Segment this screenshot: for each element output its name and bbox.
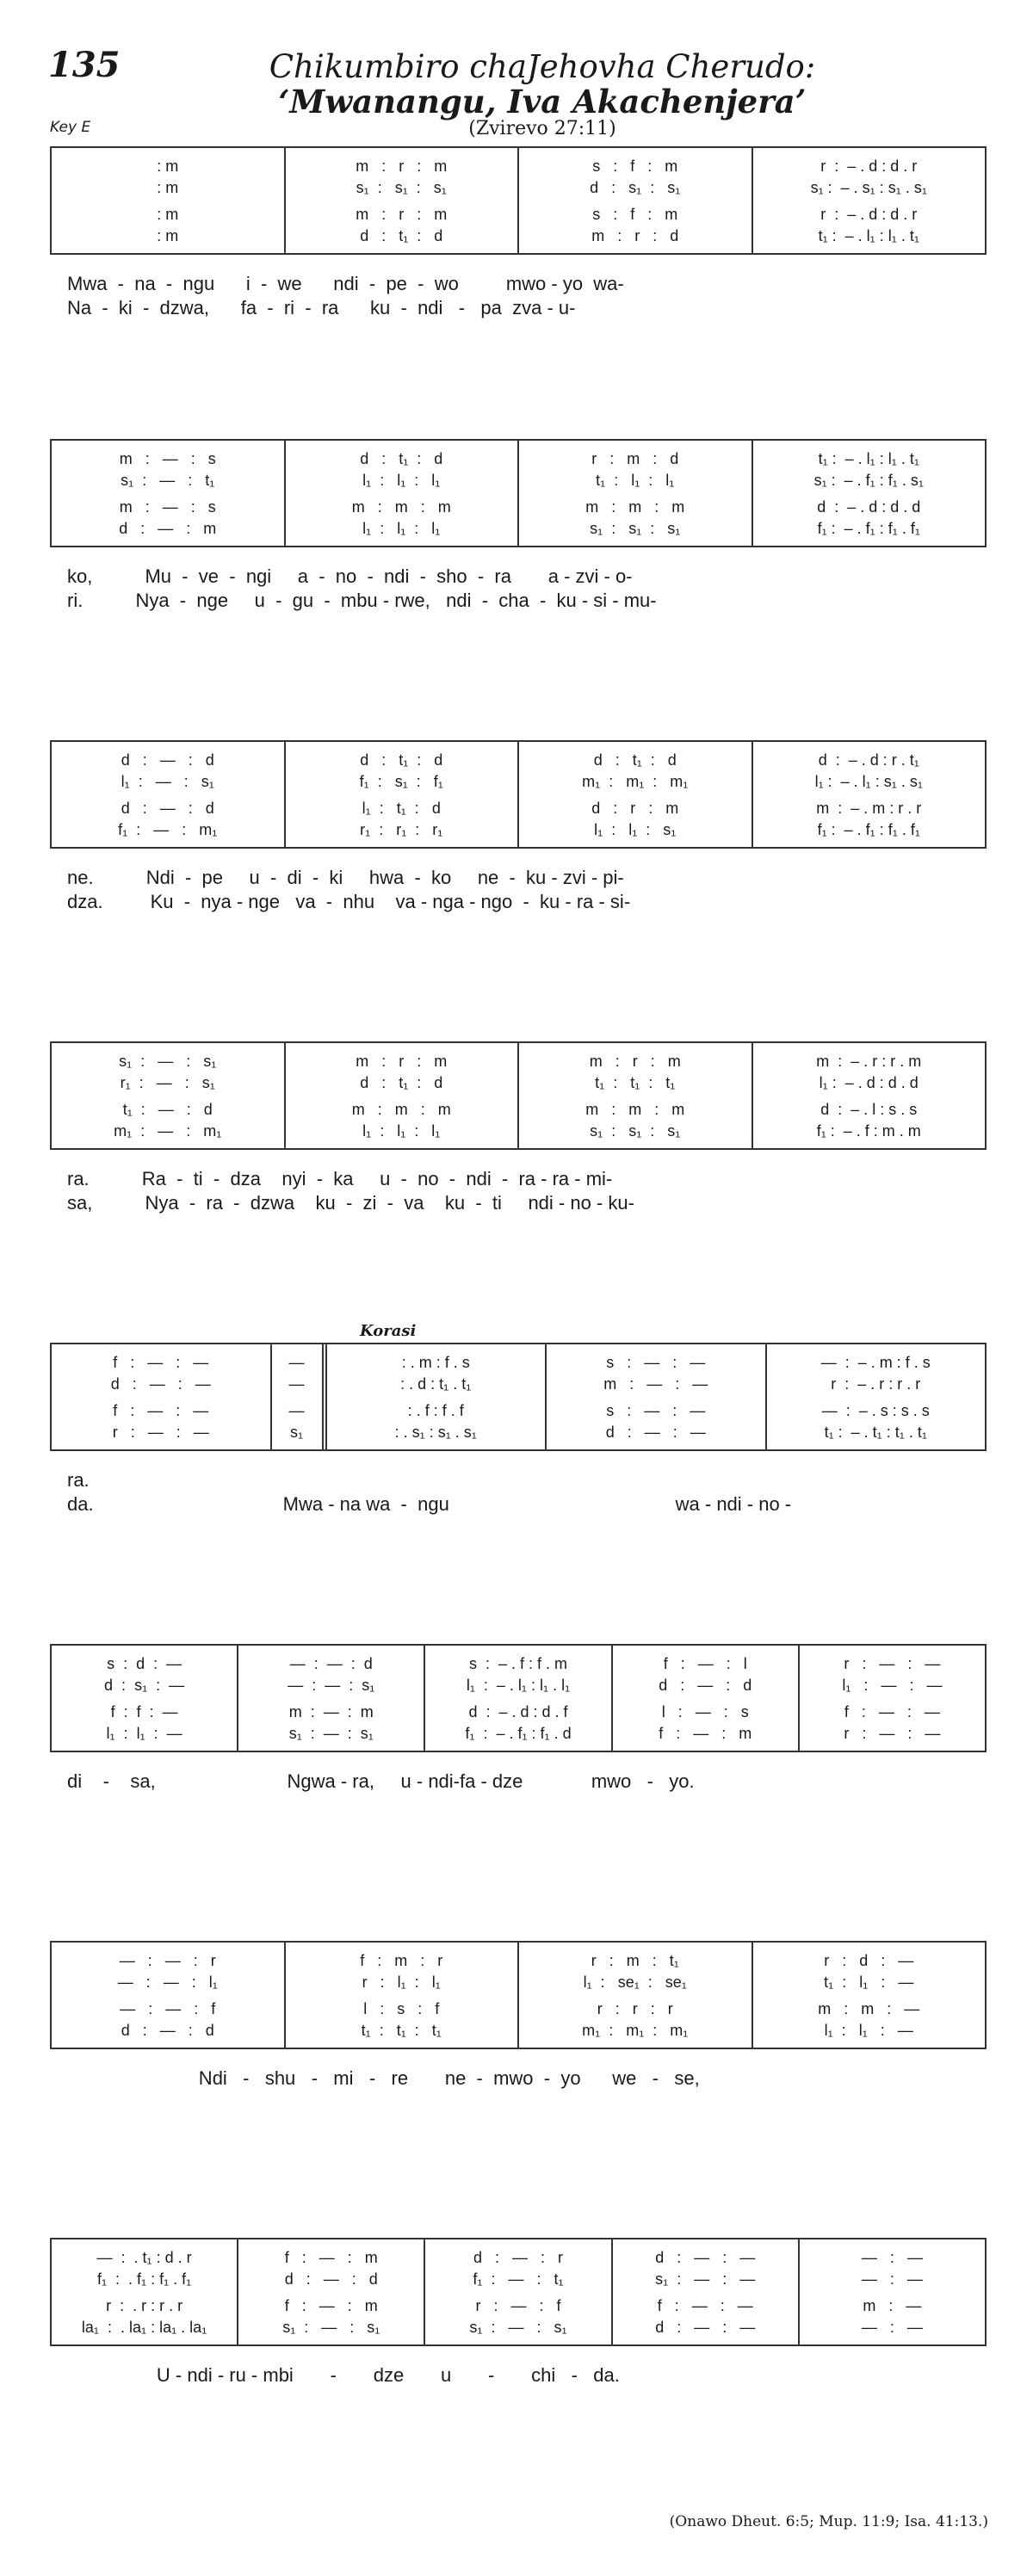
voice-notes: f₁ : — : t₁ (473, 2270, 564, 2288)
voice-notes: m₁ : m₁ : m₁ (582, 2021, 689, 2039)
music-system (50, 1644, 987, 1794)
measure (611, 2239, 798, 2344)
voice-notes: s₁ : s₁ : s₁ (590, 1121, 681, 1140)
voice-notes: — : — (861, 2318, 923, 2336)
music-system (50, 439, 987, 613)
lyric-line: Ndi - shu - mi - re ne - mwo - yo we - se, (67, 2067, 700, 2089)
measure (237, 2239, 424, 2344)
voice-notes: d : — : — (110, 1374, 211, 1393)
voice-notes: f₁ : – . f₁ : f₁ . f₁ (817, 519, 920, 537)
voice-notes: f₁ : – . f₁ : f₁ . f₁ (817, 820, 920, 838)
voice-notes: : . d : t₁ . t₁ (400, 1374, 472, 1393)
voice-notes: s : f : m (592, 157, 678, 175)
voice-notes: r : m : t₁ (591, 1951, 679, 1969)
voice-notes: d : — : d (284, 2270, 378, 2288)
staff-box (50, 146, 987, 255)
measure (270, 1344, 322, 1449)
voice-notes: f₁ : . f₁ : f₁ . f₁ (96, 2270, 192, 2288)
voice-notes: d : — : d (121, 2021, 214, 2039)
measure (284, 441, 518, 546)
voice-notes: d : s₁ : s₁ (590, 178, 681, 196)
measure (517, 742, 752, 847)
voice-notes: r : r : r (597, 1999, 673, 2017)
measure (798, 2239, 985, 2344)
voice-notes: l₁ : l₁ : s₁ (594, 820, 677, 838)
voice-notes: s : — : — (606, 1353, 706, 1371)
lyrics-block (50, 272, 987, 320)
measure (752, 148, 986, 253)
voice-notes: m : — (863, 2296, 922, 2314)
chorus-label: Korasi (360, 1322, 417, 1340)
voice-notes: s : — : — (606, 1401, 706, 1419)
voice-notes: r : l₁ : l₁ (362, 1973, 441, 1991)
lyric-line: ko, Mu - ve - ngi a - no - ndi - sho - ra a - zvi - o- (67, 565, 633, 587)
measure (517, 441, 752, 546)
measure (752, 1943, 986, 2048)
voice-notes: f : — : — (657, 2296, 753, 2314)
voice-notes: l₁ : – . d : d . d (819, 1073, 919, 1091)
voice-notes: d : – . d : r . t₁ (818, 751, 919, 769)
measure (517, 1043, 752, 1148)
voice-notes: l₁ : l₁ : l₁ (362, 471, 441, 489)
voice-notes: l₁ : — : — (842, 1676, 943, 1694)
voice-notes: f : — : — (113, 1401, 209, 1419)
music-system (50, 1343, 987, 1517)
voice-notes: m : r : d (591, 226, 679, 244)
voice-notes: l₁ : l₁ : l₁ (362, 1121, 441, 1140)
voice-notes: d : t₁ : d (360, 226, 443, 244)
voice-notes: — : — : r (119, 1951, 216, 1969)
voice-notes: t₁ : l₁ : — (824, 1973, 914, 1991)
voice-notes: s₁ : — : s₁ (469, 2318, 567, 2336)
staff-box (50, 439, 987, 547)
voice-notes: l₁ : l₁ : l₁ (362, 519, 441, 537)
voice-notes: f : f : — (110, 1702, 178, 1720)
voice-notes: s : – . f : f . m (468, 1654, 568, 1672)
voice-notes: s₁ : — : s₁ (119, 1052, 217, 1070)
measure (424, 1646, 610, 1751)
voice-notes: d : t₁ : d (360, 751, 443, 769)
measure (284, 1943, 518, 2048)
voice-notes: r : – . d : d . r (820, 205, 918, 223)
music-system (50, 2238, 987, 2388)
voice-notes: f : — : m (659, 1724, 752, 1742)
measure (545, 1344, 765, 1449)
staff-box (50, 1343, 987, 1451)
voice-notes: d : – . d : d . d (817, 497, 921, 516)
lyric-line: da. Mwa - na wa - ngu wa - ndi - no - (67, 1493, 792, 1515)
voice-notes: — : — (861, 2248, 923, 2266)
measure (424, 2239, 610, 2344)
lyric-line: ra. (67, 1469, 90, 1491)
voice-notes: s₁ : — : s₁ (288, 1724, 374, 1742)
voice-notes: : . m : f . s (401, 1353, 470, 1371)
voice-notes: f : — : m (284, 2296, 378, 2314)
measure (237, 1646, 424, 1751)
voice-notes: d : t₁ : d (360, 449, 443, 467)
voice-notes: — (288, 1401, 305, 1419)
voice-notes: m₁ : m₁ : m₁ (582, 772, 689, 790)
lyric-line: Na - ki - dzwa, fa - ri - ra ku - ndi - pa zva - u- (67, 297, 576, 318)
voice-notes: r : — : — (112, 1423, 209, 1441)
lyrics-block (50, 1468, 987, 1517)
voice-notes: d : — : d (121, 751, 214, 769)
voice-notes: m : – . r : r . m (816, 1052, 922, 1070)
lyrics-block (50, 565, 987, 613)
music-system (50, 1041, 987, 1215)
voice-notes: s₁ : — : s₁ (282, 2318, 380, 2336)
voice-notes: : . s₁ : s₁ . s₁ (394, 1423, 477, 1441)
staff-box (50, 2238, 987, 2346)
voice-notes: — (288, 1353, 305, 1371)
voice-notes: m : m : — (818, 1999, 920, 2017)
voice-notes: — : — : f (120, 1999, 216, 2017)
measure (52, 2239, 237, 2344)
voice-notes: d : — : — (655, 2248, 756, 2266)
voice-notes: t₁ : – . l₁ : l₁ . t₁ (818, 226, 919, 244)
measure (517, 148, 752, 253)
measure (752, 441, 986, 546)
footer-references: (Onawo Dheut. 6:5; Mup. 11:9; Isa. 41:13.) (669, 2513, 988, 2530)
voice-notes: l₁ : l₁ : — (824, 2021, 913, 2039)
song-number: 135 (48, 45, 121, 85)
voice-notes: t₁ : t₁ : t₁ (361, 2021, 442, 2039)
voice-notes: d : – . d : d . f (468, 1702, 568, 1720)
voice-notes: l₁ : t₁ : d (362, 799, 441, 817)
voice-notes: — (288, 1374, 305, 1393)
voice-notes: f : — : m (284, 2248, 378, 2266)
song-title-line-1: Chikumbiro chaJehovha Cherudo: (269, 48, 816, 85)
lyric-line: di - sa, Ngwa - ra, u - ndi-fa - dze mwo - yo. (67, 1770, 695, 1792)
measure (798, 1646, 985, 1751)
voice-notes: s₁ : s₁ : s₁ (590, 519, 681, 537)
voice-notes: d : — : r (473, 2248, 564, 2266)
voice-notes: s₁ : – . s₁ : s₁ . s₁ (810, 178, 927, 196)
measure (752, 742, 986, 847)
voice-notes: : m (157, 205, 179, 223)
voice-notes: d : – . l : s . s (820, 1100, 918, 1118)
voice-notes: : m (157, 178, 179, 196)
measure (752, 1043, 986, 1148)
voice-notes: t₁ : – . t₁ : t₁ . t₁ (824, 1423, 927, 1441)
voice-notes: r : – . d : d . r (820, 157, 918, 175)
staff-box (50, 1041, 987, 1150)
measure (52, 148, 284, 253)
voice-notes: m : — : m (288, 1702, 374, 1720)
voice-notes: m : r : m (356, 205, 448, 223)
voice-notes: l₁ : se₁ : se₁ (583, 1973, 687, 1991)
voice-notes: d : r : m (591, 799, 679, 817)
voice-notes: t₁ : t₁ : t₁ (595, 1073, 676, 1091)
voice-notes: l : — : s (661, 1702, 749, 1720)
measure (611, 1646, 798, 1751)
voice-notes: d : — : — (605, 1423, 706, 1441)
measure (52, 1344, 270, 1449)
voice-notes: r : m : d (591, 449, 679, 467)
voice-notes: t₁ : l₁ : l₁ (596, 471, 675, 489)
voice-notes: f₁ : — : m₁ (118, 820, 218, 838)
lyrics-block (50, 866, 987, 914)
music-system (50, 740, 987, 914)
voice-notes: m : r : m (589, 1052, 681, 1070)
lyric-line: U - ndi - ru - mbi - dze u - chi - da. (67, 2364, 620, 2386)
voice-notes: f₁ : s₁ : f₁ (359, 772, 443, 790)
voice-notes: s₁ : — : t₁ (121, 471, 215, 489)
lyrics-block (50, 1167, 987, 1215)
voice-notes: l₁ : l₁ : — (106, 1724, 182, 1742)
voice-notes: d : t₁ : d (593, 751, 677, 769)
voice-notes: r : — : — (844, 1724, 941, 1742)
voice-notes: f : — : — (113, 1353, 209, 1371)
voice-notes: t₁ : — : d (122, 1100, 213, 1118)
voice-notes: : m (157, 157, 179, 175)
voice-notes: : m (157, 226, 179, 244)
voice-notes: — : — : s₁ (288, 1676, 375, 1694)
voice-notes: m : r : m (356, 157, 448, 175)
voice-notes: d : t₁ : d (360, 1073, 443, 1091)
lyrics-block (50, 1770, 987, 1794)
voice-notes: la₁ : . la₁ : la₁ . la₁ (81, 2318, 207, 2336)
voice-notes: m : — : s (119, 497, 216, 516)
voice-notes: — : — (861, 2270, 923, 2288)
measure (284, 148, 518, 253)
lyric-line: ra. Ra - ti - dza nyi - ka u - no - ndi - ra - ra - mi- (67, 1168, 613, 1189)
staff-box (50, 1941, 987, 2049)
voice-notes: l₁ : — : s₁ (121, 772, 214, 790)
lyric-line: dza. Ku - nya - nge va - nhu va - nga - ngo - ku - ra - si- (67, 891, 631, 912)
lyric-line: sa, Nya - ra - dzwa ku - zi - va ku - ti ndi - no - ku- (67, 1192, 634, 1214)
voice-notes: : . f : f . f (407, 1401, 464, 1419)
lyric-line: Mwa - na - ngu i - we ndi - pe - wo mwo - yo wa- (67, 273, 624, 294)
voice-notes: — : — : l₁ (117, 1973, 218, 1991)
lyrics-block (50, 2363, 987, 2388)
music-system (50, 146, 987, 320)
lyrics-block (50, 2066, 987, 2091)
voice-notes: d : — : d (659, 1676, 752, 1694)
measure (52, 441, 284, 546)
scripture-reference: (Zvirevo 27:11) (468, 118, 616, 139)
song-title-line-2: ‘Mwanangu, Iva Akachenjera’ (278, 83, 807, 120)
voice-notes: s₁ : – . f₁ : f₁ . s₁ (813, 471, 924, 489)
voice-notes: l : s : f (363, 1999, 440, 2017)
voice-notes: r : . r : r . r (106, 2296, 183, 2314)
measure (52, 1943, 284, 2048)
voice-notes: r₁ : — : s₁ (120, 1073, 215, 1091)
voice-notes: f₁ : – . f : m . m (816, 1121, 921, 1140)
voice-notes: f : — : — (844, 1702, 940, 1720)
voice-notes: r : — : f (475, 2296, 561, 2314)
voice-notes: f₁ : – . f₁ : f₁ . d (465, 1724, 572, 1742)
lyric-line: ne. Ndi - pe u - di - ki hwa - ko ne - ku - zvi - pi- (67, 867, 624, 888)
measure (765, 1344, 986, 1449)
voice-notes: t₁ : – . l₁ : l₁ . t₁ (818, 449, 919, 467)
voice-notes: m : m : m (585, 497, 685, 516)
voice-notes: — : — : d (289, 1654, 373, 1672)
voice-notes: m : m : m (351, 497, 451, 516)
voice-notes: m : r : m (356, 1052, 448, 1070)
measure (52, 742, 284, 847)
voice-notes: r₁ : r₁ : r₁ (360, 820, 443, 838)
voice-notes: d : — : — (655, 2318, 756, 2336)
voice-notes: — : . t₁ : d . r (96, 2248, 192, 2266)
voice-notes: s : f : m (592, 205, 678, 223)
voice-notes: m : m : m (351, 1100, 451, 1118)
measure (517, 1943, 752, 2048)
voice-notes: r : — : — (844, 1654, 941, 1672)
voice-notes: — : – . s : s . s (821, 1401, 930, 1419)
voice-notes: m : — : — (603, 1374, 708, 1393)
voice-notes: m : – . m : r . r (816, 799, 922, 817)
music-system (50, 1941, 987, 2091)
voice-notes: — : – . m : f . s (820, 1353, 931, 1371)
voice-notes: l₁ : – . l₁ : l₁ . l₁ (466, 1676, 571, 1694)
voice-notes: m : m : m (585, 1100, 685, 1118)
voice-notes: f : m : r (360, 1951, 443, 1969)
voice-notes: r : d : — (824, 1951, 914, 1969)
voice-notes: m₁ : — : m₁ (114, 1121, 222, 1140)
voice-notes: s₁ : s₁ : s₁ (356, 178, 447, 196)
measure (52, 1043, 284, 1148)
voice-notes: d : s₁ : — (104, 1676, 185, 1694)
voice-notes: s₁ (289, 1423, 304, 1441)
voice-notes: d : — : d (121, 799, 214, 817)
voice-notes: l₁ : – . l₁ : s₁ . s₁ (814, 772, 923, 790)
voice-notes: s : d : — (107, 1654, 182, 1672)
staff-box (50, 740, 987, 849)
key-signature: Key E (50, 119, 91, 136)
voice-notes: s₁ : — : — (655, 2270, 756, 2288)
voice-notes: m : — : s (119, 449, 216, 467)
voice-notes: d : — : m (119, 519, 217, 537)
staff-box (50, 1644, 987, 1752)
voice-notes: r : – . r : r . r (831, 1374, 921, 1393)
measure (322, 1344, 546, 1449)
lyric-line: ri. Nya - nge u - gu - mbu - rwe, ndi - cha - ku - si - mu- (67, 590, 657, 611)
measure (52, 1646, 237, 1751)
voice-notes: f : — : l (663, 1654, 747, 1672)
measure (284, 742, 518, 847)
measure (284, 1043, 518, 1148)
